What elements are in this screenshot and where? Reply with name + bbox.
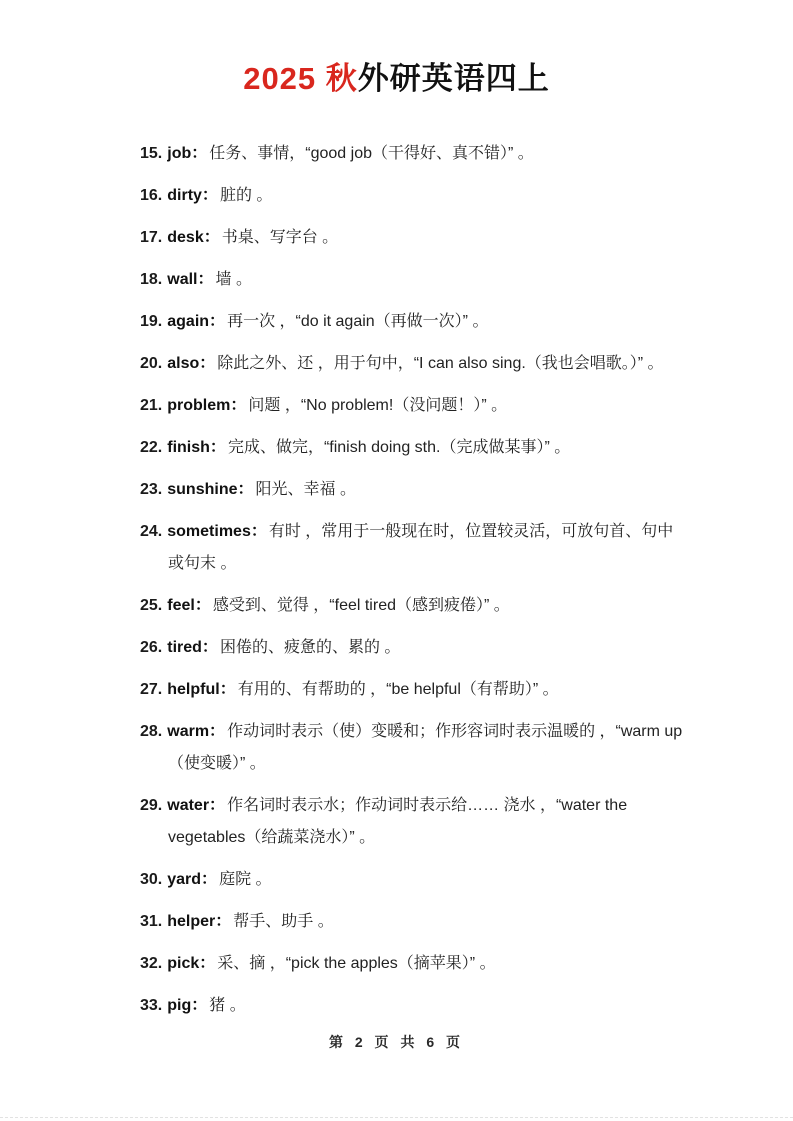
entry-number: 32.	[140, 955, 163, 972]
entry-number: 17.	[140, 229, 163, 246]
entry-colon: ：	[250, 523, 267, 540]
vocab-entry-23	[140, 474, 683, 506]
vocab-entry-29	[140, 790, 683, 854]
vocab-entry-30	[140, 864, 683, 896]
entry-number: 31.	[140, 913, 163, 930]
entry-number: 23.	[140, 481, 163, 498]
entry-colon: ：	[215, 913, 232, 930]
vocab-entry-25	[140, 590, 683, 622]
entry-definition: 再一次 ，“do it again（再做一次）” 。	[227, 313, 489, 330]
entry-colon: ：	[230, 397, 247, 414]
vocab-entry-33	[140, 990, 683, 1022]
vocab-entry-27	[140, 674, 683, 706]
entry-number: 26.	[140, 639, 163, 656]
entry-colon: ：	[201, 871, 218, 888]
vocab-entry-32	[140, 948, 683, 980]
entry-colon: ：	[201, 187, 218, 204]
entry-number: 18.	[140, 271, 163, 288]
entry-word: helpful	[167, 681, 220, 698]
entry-definition: 感受到、觉得 ，“feel tired（感到疲倦）” 。	[212, 597, 510, 614]
vocab-entry-31	[140, 906, 683, 938]
vocab-entry-19	[140, 306, 683, 338]
entry-definition: 阳光、幸福 。	[255, 481, 356, 498]
page-title-text: 外研英语四上	[357, 61, 550, 96]
entry-number: 16.	[140, 187, 163, 204]
vocab-entry-18	[140, 264, 683, 296]
entry-number: 20.	[140, 355, 163, 372]
entry-word: wall	[167, 271, 198, 288]
entry-definition: 墙 。	[215, 271, 252, 288]
entry-number: 28.	[140, 723, 163, 740]
entry-number: 29.	[140, 797, 163, 814]
entry-word: problem	[167, 397, 231, 414]
entry-definition-line2: vegetables（给蔬菜浇水）” 。	[168, 829, 376, 846]
entry-number: 30.	[140, 871, 163, 888]
entry-word: pig	[167, 997, 192, 1014]
entry-number: 15.	[140, 145, 163, 162]
entry-definition: 脏的 。	[219, 187, 273, 204]
entry-colon: ：	[209, 797, 226, 814]
page-bottom-divider	[0, 1117, 793, 1118]
entry-definition: 作名词时表示水；作动词时表示给…… 浇水 ，“water the	[227, 797, 628, 814]
entry-definition: 有用的、有帮助的 ，“be helpful（有帮助）” 。	[237, 681, 559, 698]
vocab-entry-22	[140, 432, 683, 464]
entry-word: warm	[167, 723, 210, 740]
entry-definition-line2: （使变暖）” 。	[168, 755, 266, 772]
entry-definition: 完成、做完，“finish doing sth.（完成做某事）” 。	[227, 439, 571, 456]
page-title-year: 2025 秋	[243, 61, 358, 96]
entry-definition: 困倦的、疲惫的、累的 。	[219, 639, 401, 656]
entry-word: feel	[167, 597, 195, 614]
entry-colon: ：	[237, 481, 254, 498]
entry-colon: ：	[197, 271, 214, 288]
entry-colon: ：	[219, 681, 236, 698]
entry-colon: ：	[209, 313, 226, 330]
entry-definition: 猪 。	[209, 997, 246, 1014]
entry-definition-line2: 或句末 。	[168, 555, 237, 572]
entry-word: dirty	[167, 187, 202, 204]
entry-colon: ：	[194, 597, 211, 614]
entry-word: helper	[167, 913, 216, 930]
page-title	[0, 0, 793, 102]
entry-definition: 庭院 。	[219, 871, 272, 888]
entry-colon: ：	[201, 639, 218, 656]
entry-definition: 帮手、助手 。	[233, 913, 334, 930]
entry-word: sometimes	[167, 523, 251, 540]
vocab-entry-16	[140, 180, 683, 212]
entry-number: 22.	[140, 439, 163, 456]
entry-word: tired	[167, 639, 202, 656]
entry-colon: ：	[191, 997, 208, 1014]
vocab-entry-21	[140, 390, 683, 422]
entry-word: finish	[167, 439, 210, 456]
vocab-entry-20	[140, 348, 683, 380]
entry-word: pick	[167, 955, 200, 972]
entry-word: desk	[167, 229, 204, 246]
entry-word: job	[167, 145, 192, 162]
entry-definition: 有时 ，常用于一般现在时，位置较灵活，可放句首、句中	[268, 523, 674, 540]
entry-colon: ：	[199, 955, 216, 972]
entry-word: again	[167, 313, 210, 330]
entry-definition: 问题 ，“No problem!（没问题！）” 。	[248, 397, 508, 414]
entry-colon: ：	[209, 439, 226, 456]
vocab-entry-15	[140, 138, 683, 170]
entry-definition: 除此之外、还 ，用于句中，“I can also sing.（我也会唱歌。）” 。	[217, 355, 664, 372]
entry-word: also	[167, 355, 200, 372]
vocab-list	[140, 138, 683, 1022]
vocab-entry-28	[140, 716, 683, 780]
entry-definition: 书桌、写字台 。	[221, 229, 339, 246]
entry-word: water	[167, 797, 210, 814]
entry-number: 25.	[140, 597, 163, 614]
entry-colon: ：	[203, 229, 220, 246]
vocab-entry-24	[140, 516, 683, 580]
entry-number: 21.	[140, 397, 163, 414]
entry-number: 27.	[140, 681, 163, 698]
entry-word: sunshine	[167, 481, 238, 498]
entry-colon: ：	[209, 723, 226, 740]
entry-definition: 作动词时表示（使）变暖和；作形容词时表示温暖的 ，“warm up	[227, 723, 683, 740]
page-number-footer: 第 2 页 共 6 页	[328, 1034, 465, 1050]
entry-number: 33.	[140, 997, 163, 1014]
entry-definition: 任务、事情，“good job（干得好、真不错）” 。	[209, 145, 534, 162]
vocab-entry-26	[140, 632, 683, 664]
entry-colon: ：	[191, 145, 208, 162]
entry-number: 19.	[140, 313, 163, 330]
entry-number: 24.	[140, 523, 163, 540]
entry-word: yard	[167, 871, 202, 888]
entry-colon: ：	[199, 355, 216, 372]
vocab-entry-17	[140, 222, 683, 254]
entry-definition: 采、摘 ，“pick the apples（摘苹果）” 。	[217, 955, 496, 972]
